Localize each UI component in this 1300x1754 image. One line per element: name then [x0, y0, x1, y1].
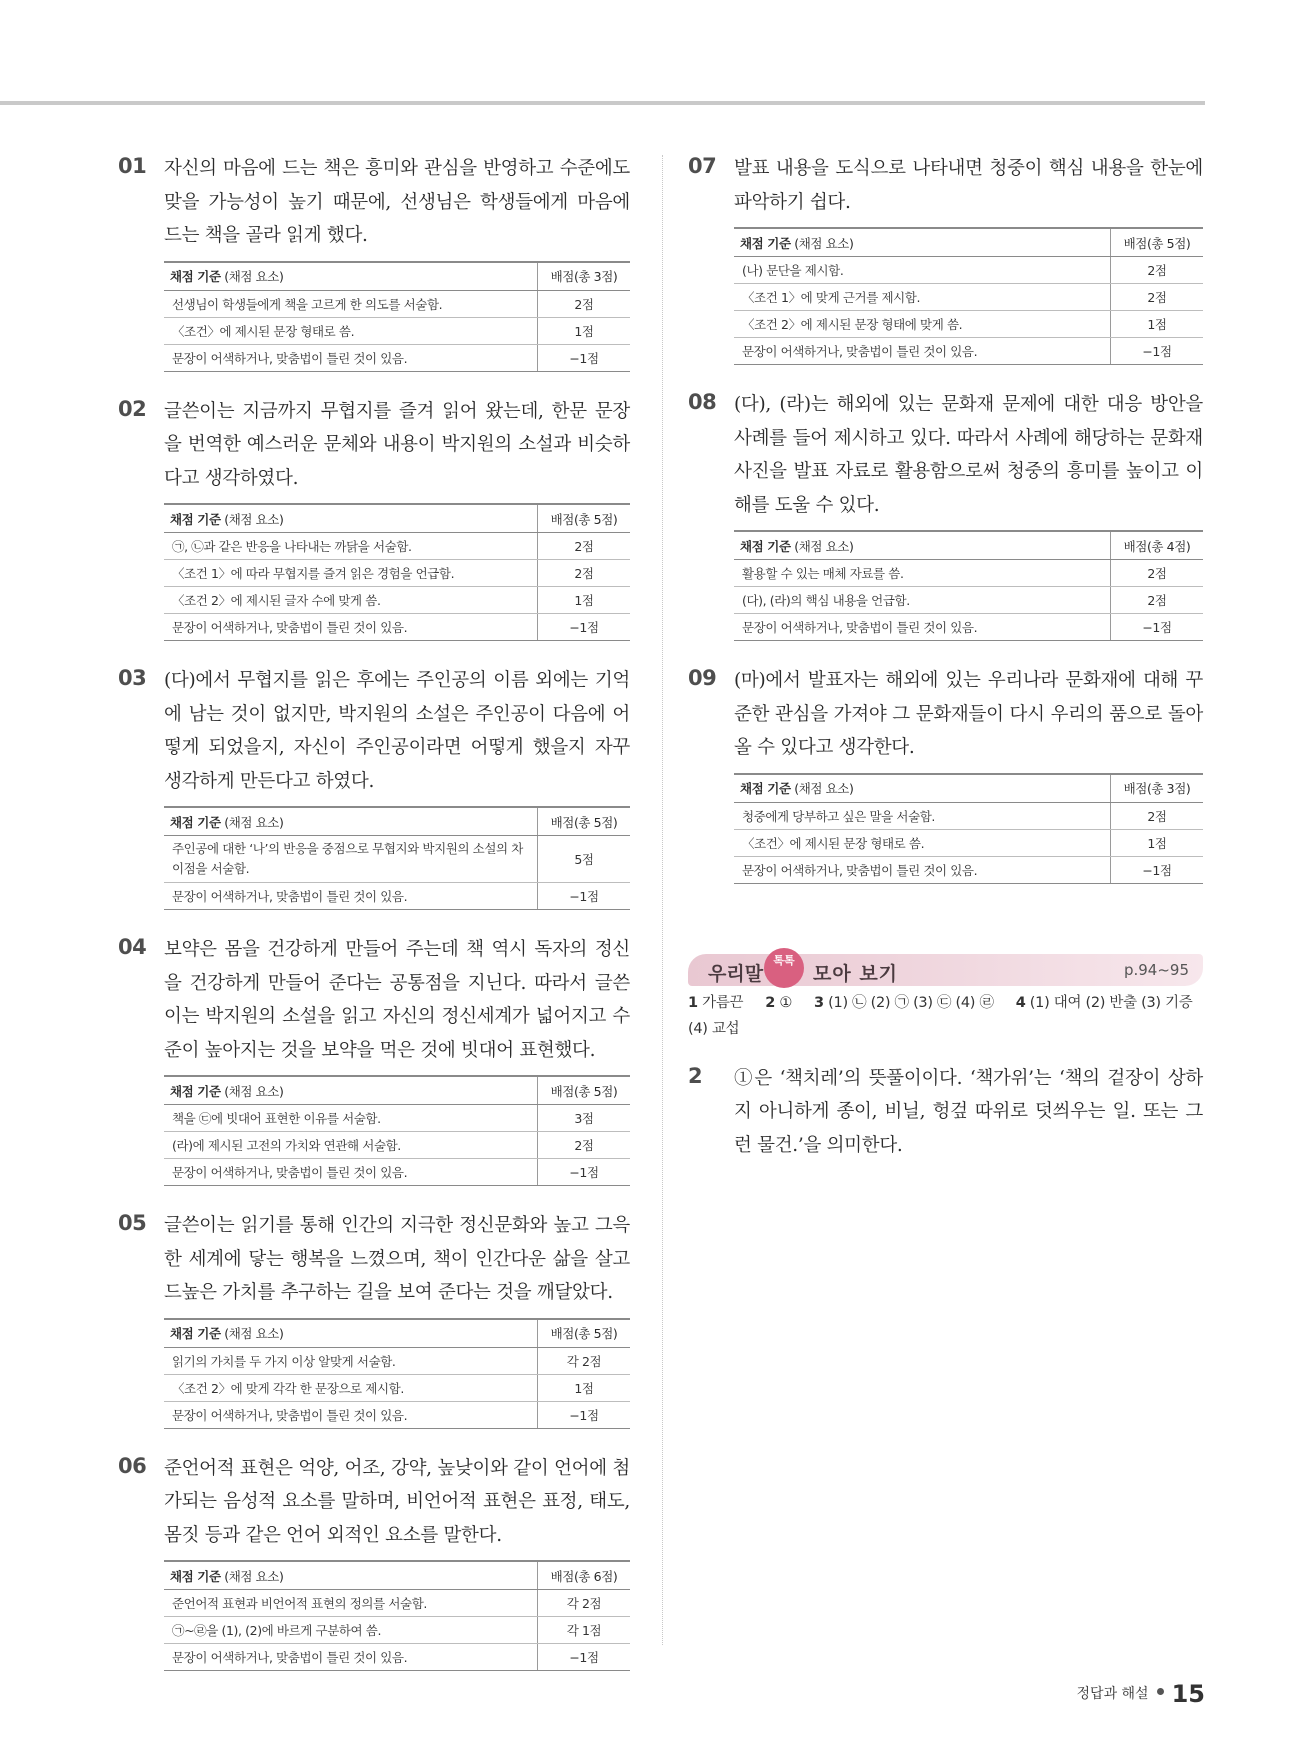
- scoring-header-label: [164, 1561, 538, 1590]
- scoring-header-label: [164, 262, 538, 291]
- scoring-header-sub: (채점 요소): [224, 511, 284, 527]
- question-number: 09: [688, 666, 717, 690]
- question-number: 02: [118, 396, 147, 421]
- scoring-row: [164, 1132, 630, 1159]
- scoring-points: −1점: [538, 614, 631, 641]
- answer-key-number: 2: [765, 994, 776, 1011]
- scoring-points: 2점: [538, 533, 631, 560]
- scoring-row: [164, 883, 630, 910]
- scoring-points: 2점: [538, 1132, 631, 1159]
- question-number: 03: [118, 666, 147, 690]
- right-column: [688, 152, 1203, 1162]
- answer-text: 준언어적 표현은 억양, 어조, 강약, 높낮이와 같이 언어에 첨가되는 음성적 요소를 말하며, 비언어적 표현은 표정, 태도, 몸짓 등과 같은 언어 외적인 요소를 말한다.: [164, 1457, 630, 1546]
- question-item: [118, 1209, 630, 1429]
- answer-key-value: (1) 대여 (2) 반출 (3) 기증 (4) 교섭: [688, 994, 1193, 1037]
- scoring-table: [734, 530, 1203, 641]
- scoring-points: 2점: [1111, 560, 1204, 587]
- scoring-header-points: 배점(총 5점): [538, 1319, 631, 1348]
- top-rule: [0, 101, 1205, 105]
- scoring-header-row: [734, 531, 1203, 560]
- scoring-criterion: 활용할 수 있는 매체 자료를 씀.: [734, 560, 1111, 587]
- question-number: 05: [118, 1211, 147, 1235]
- scoring-row: [164, 317, 630, 344]
- question-number: 04: [118, 935, 147, 959]
- answer-key-item: [814, 995, 994, 1011]
- scoring-header-sub: (채점 요소): [224, 269, 284, 284]
- answer-text: (마)에서 발표자는 해외에 있는 우리나라 문화재에 대해 꾸준한 관심을 가져야 그 문화재들이 다시 우리의 품으로 돌아올 수 있다고 생각한다.: [734, 670, 1203, 758]
- answer-text: (다), (라)는 해외에 있는 문화재 문제에 대한 대응 방안을 사례를 들어 제시하고 있다. 따라서 사례에 해당하는 문화재 사진을 발표 자료로 활용함으로써 청중의 흥미를 높이고 이해를 도울 수 있다.: [734, 394, 1203, 516]
- scoring-points: 5점: [538, 836, 631, 883]
- scoring-points: 각 2점: [538, 1347, 631, 1374]
- scoring-points: 1점: [1111, 829, 1204, 856]
- scoring-header-row: [164, 1076, 630, 1105]
- answer-text: 발표 내용을 도식으로 나타내면 청중이 핵심 내용을 한눈에 파악하기 쉽다.: [734, 158, 1203, 213]
- question-number: 06: [118, 1453, 147, 1478]
- scoring-row: [164, 344, 630, 371]
- scoring-header-label: [164, 1076, 538, 1105]
- scoring-header-label: [164, 1319, 538, 1348]
- scoring-criterion: ㉠~㉣을 (1), (2)에 바르게 구분하여 씀.: [164, 1617, 538, 1644]
- scoring-row: [164, 1159, 630, 1186]
- scoring-criterion: 문장이 어색하거나, 맞춤법이 틀린 것이 있음.: [164, 883, 538, 910]
- question-item: [118, 395, 630, 642]
- scoring-header-sub: (채점 요소): [224, 1326, 284, 1341]
- scoring-row: [734, 284, 1203, 311]
- scoring-header-title: 채점 기준: [740, 235, 791, 251]
- scoring-points: 1점: [538, 1374, 631, 1401]
- scoring-table: [164, 1560, 630, 1671]
- scoring-header-label: [164, 807, 538, 836]
- scoring-header-sub: (채점 요소): [224, 1568, 284, 1584]
- scoring-header-title: 채점 기준: [170, 1326, 221, 1341]
- scoring-criterion: 〈조건〉에 제시된 문장 형태로 씀.: [734, 829, 1111, 856]
- scoring-header-points: 배점(총 3점): [1111, 774, 1204, 803]
- scoring-points: 2점: [1111, 257, 1204, 284]
- scoring-header-title: 채점 기준: [740, 538, 791, 554]
- explanation-number: 2: [688, 1063, 703, 1088]
- answer-key-value: (1) ㉡ (2) ㉠ (3) ㉢ (4) ㉣: [828, 994, 994, 1011]
- scoring-points: −1점: [1111, 614, 1204, 641]
- scoring-header-points: 배점(총 5점): [538, 1076, 631, 1105]
- scoring-table: [734, 227, 1203, 365]
- scoring-criterion: 읽기의 가치를 두 가지 이상 알맞게 서술함.: [164, 1347, 538, 1374]
- scoring-table: [164, 1075, 630, 1186]
- answer-key-number: 3: [814, 994, 824, 1011]
- scoring-header-title: 채점 기준: [170, 814, 221, 830]
- scoring-header-row: [164, 807, 630, 836]
- answer-key: [688, 990, 1203, 1042]
- scoring-criterion: 문장이 어색하거나, 맞춤법이 틀린 것이 있음.: [164, 1401, 538, 1428]
- scoring-header-label: [734, 228, 1111, 257]
- answer-key-item: [765, 995, 792, 1011]
- scoring-table: [164, 806, 630, 910]
- scoring-header-row: [164, 1319, 630, 1348]
- scoring-row: [734, 587, 1203, 614]
- scoring-row: [734, 829, 1203, 856]
- banner-title: 우리말: [708, 962, 764, 985]
- scoring-points: 1점: [1111, 311, 1204, 338]
- scoring-points: 1점: [538, 587, 631, 614]
- scoring-row: [164, 533, 630, 560]
- scoring-header-points: 배점(총 6점): [538, 1561, 631, 1590]
- scoring-header-row: [164, 504, 630, 533]
- scoring-row: [164, 1347, 630, 1374]
- scoring-header-label: [164, 504, 538, 533]
- scoring-row: [164, 1105, 630, 1132]
- banner-pages: p.94~95: [1123, 960, 1189, 979]
- scoring-points: 각 2점: [538, 1590, 631, 1617]
- scoring-row: [164, 1617, 630, 1644]
- scoring-row: [164, 290, 630, 317]
- scoring-row: [734, 311, 1203, 338]
- scoring-criterion: 〈조건 1〉에 따라 무협지를 즐겨 읽은 경험을 언급함.: [164, 560, 538, 587]
- scoring-criterion: 문장이 어색하거나, 맞춤법이 틀린 것이 있음.: [734, 856, 1111, 883]
- scoring-criterion: 〈조건 1〉에 맞게 근거를 제시함.: [734, 284, 1111, 311]
- scoring-criterion: 준언어적 표현과 비언어적 표현의 정의를 서술함.: [164, 1590, 538, 1617]
- scoring-header-title: 채점 기준: [170, 511, 221, 527]
- scoring-row: [734, 614, 1203, 641]
- scoring-criterion: 문장이 어색하거나, 맞춤법이 틀린 것이 있음.: [164, 1159, 538, 1186]
- scoring-criterion: (라)에 제시된 고전의 가치와 연관해 서술함.: [164, 1132, 538, 1159]
- scoring-row: [734, 257, 1203, 284]
- scoring-points: 2점: [1111, 802, 1204, 829]
- banner-subtitle: 모아 보기: [813, 962, 899, 985]
- scoring-points: 2점: [538, 560, 631, 587]
- scoring-table: [164, 1318, 630, 1429]
- scoring-criterion: 〈조건〉에 제시된 문장 형태로 씀.: [164, 317, 538, 344]
- scoring-criterion: 문장이 어색하거나, 맞춤법이 틀린 것이 있음.: [164, 614, 538, 641]
- scoring-criterion: 문장이 어색하거나, 맞춤법이 틀린 것이 있음.: [734, 338, 1111, 365]
- review-banner: [688, 954, 1203, 986]
- scoring-table: [734, 773, 1203, 884]
- answer-text: (다)에서 무협지를 읽은 후에는 주인공의 이름 외에는 기억에 남는 것이 없지만, 박지원의 소설은 주인공이 다음에 어떻게 되었을지, 자신이 주인공이라면 어떻게 했을지 자꾸 생각하게 만든다고 하였다.: [164, 670, 630, 792]
- scoring-header-sub: (채점 요소): [794, 538, 854, 554]
- scoring-header-title: 채점 기준: [170, 1568, 221, 1584]
- scoring-header-title: 채점 기준: [170, 1083, 221, 1099]
- scoring-points: −1점: [538, 1159, 631, 1186]
- scoring-points: −1점: [538, 1401, 631, 1428]
- scoring-header-title: 채점 기준: [170, 269, 221, 284]
- scoring-row: [164, 1644, 630, 1671]
- scoring-header-points: 배점(총 5점): [538, 504, 631, 533]
- question-number: 08: [688, 390, 717, 414]
- question-item: [118, 1452, 630, 1672]
- scoring-row: [164, 836, 630, 883]
- scoring-row: [164, 587, 630, 614]
- answer-key-number: 4: [1015, 994, 1026, 1011]
- page-footer: [1077, 1680, 1205, 1708]
- scoring-header-points: 배점(총 5점): [538, 807, 631, 836]
- column-divider: [662, 155, 663, 1645]
- scoring-criterion: 주인공에 대한 ‘나’의 반응을 중점으로 무협지와 박지원의 소설의 차이점을 서술함.: [164, 836, 538, 883]
- scoring-criterion: 〈조건 2〉에 맞게 각각 한 문장으로 제시함.: [164, 1374, 538, 1401]
- scoring-points: 2점: [538, 290, 631, 317]
- footer-dot-icon: [1157, 1688, 1164, 1695]
- scoring-row: [734, 802, 1203, 829]
- scoring-table: [164, 261, 630, 372]
- scoring-points: 2점: [1111, 284, 1204, 311]
- answer-text: 글쓴이는 지금까지 무협지를 즐겨 읽어 왔는데, 한문 문장을 번역한 예스러운 문체와 내용이 박지원의 소설과 비슷하다고 생각하였다.: [164, 400, 630, 489]
- scoring-points: −1점: [538, 344, 631, 371]
- page-number: 15: [1171, 1680, 1205, 1708]
- scoring-header-sub: (채점 요소): [224, 814, 284, 830]
- scoring-header-points: 배점(총 3점): [538, 262, 631, 291]
- scoring-points: −1점: [1111, 856, 1204, 883]
- scoring-criterion: 청중에게 당부하고 싶은 말을 서술함.: [734, 802, 1111, 829]
- footer-label: 정답과 해설: [1076, 1686, 1149, 1702]
- scoring-criterion: (나) 문단을 제시함.: [734, 257, 1111, 284]
- scoring-criterion: 문장이 어색하거나, 맞춤법이 틀린 것이 있음.: [164, 344, 538, 371]
- scoring-header-title: 채점 기준: [740, 781, 791, 796]
- scoring-criterion: (다), (라)의 핵심 내용을 언급함.: [734, 587, 1111, 614]
- scoring-points: 2점: [1111, 587, 1204, 614]
- scoring-points: −1점: [1111, 338, 1204, 365]
- explanation-item: [688, 1062, 1203, 1163]
- scoring-points: −1점: [538, 1644, 631, 1671]
- question-item: [688, 152, 1203, 365]
- scoring-header-row: [734, 774, 1203, 803]
- scoring-criterion: 문장이 어색하거나, 맞춤법이 틀린 것이 있음.: [164, 1644, 538, 1671]
- answer-key-number: 1: [688, 994, 698, 1011]
- answer-text: 자신의 마음에 드는 책은 흥미와 관심을 반영하고 수준에도 맞을 가능성이 높기 때문에, 선생님은 학생들에게 마음에 드는 책을 골라 읽게 했다.: [164, 158, 630, 246]
- scoring-row: [734, 560, 1203, 587]
- answer-key-item: [688, 995, 743, 1011]
- question-item: [688, 664, 1203, 884]
- question-item: [118, 933, 630, 1186]
- scoring-criterion: 선생님이 학생들에게 책을 고르게 한 의도를 서술함.: [164, 290, 538, 317]
- scoring-points: 각 1점: [538, 1617, 631, 1644]
- scoring-table: [164, 503, 630, 641]
- scoring-header-points: 배점(총 5점): [1111, 228, 1204, 257]
- explanation-text: ①은 ‘책치레’의 뜻풀이이다. ‘책가위’는 ‘책의 겉장이 상하지 아니하게 종이, 비닐, 헝겊 따위로 덧씌우는 일. 또는 그런 물건.’을 의미한다.: [734, 1067, 1203, 1156]
- scoring-header-sub: (채점 요소): [224, 1083, 284, 1099]
- scoring-header-sub: (채점 요소): [794, 781, 854, 796]
- answer-text: 글쓴이는 읽기를 통해 인간의 지극한 정신문화와 높고 그윽한 세계에 닿는 행복을 느꼈으며, 책이 인간다운 삶을 살고 드높은 가치를 추구하는 길을 보여 준다는 것을 깨달았다.: [164, 1215, 630, 1303]
- question-item: [118, 664, 630, 910]
- left-column: [118, 152, 630, 1671]
- scoring-points: 3점: [538, 1105, 631, 1132]
- scoring-row: [164, 1374, 630, 1401]
- scoring-criterion: 〈조건 2〉에 제시된 문장 형태에 맞게 씀.: [734, 311, 1111, 338]
- scoring-row: [734, 338, 1203, 365]
- scoring-criterion: 〈조건 2〉에 제시된 글자 수에 맞게 씀.: [164, 587, 538, 614]
- scoring-row: [164, 1401, 630, 1428]
- scoring-row: [164, 614, 630, 641]
- scoring-header-label: [734, 774, 1111, 803]
- scoring-points: 1점: [538, 317, 631, 344]
- scoring-header-points: 배점(총 4점): [1111, 531, 1204, 560]
- answer-key-value: 가름끈: [702, 994, 744, 1011]
- scoring-criterion: ㉠, ㉡과 같은 반응을 나타내는 까닭을 서술함.: [164, 533, 538, 560]
- scoring-row: [164, 560, 630, 587]
- scoring-row: [734, 856, 1203, 883]
- scoring-row: [164, 1590, 630, 1617]
- speech-bubble-icon: 톡톡: [764, 948, 804, 988]
- scoring-header-label: [734, 531, 1111, 560]
- scoring-points: −1점: [538, 883, 631, 910]
- answer-key-value: ①: [779, 994, 793, 1011]
- question-item: [688, 388, 1203, 641]
- question-number: 07: [688, 154, 717, 178]
- answer-text: 보약은 몸을 건강하게 만들어 주는데 책 역시 독자의 정신을 건강하게 만들어 준다는 공통점을 지닌다. 따라서 글쓴이는 박지원의 소설을 읽고 자신의 정신세계가 넓어지고 수준이 높아지는 것을 보약을 먹은 것에 빗대어 표현했다.: [164, 939, 630, 1061]
- scoring-header-row: [164, 1561, 630, 1590]
- question-item: [118, 152, 630, 372]
- scoring-criterion: 책을 ㉢에 빗대어 표현한 이유를 서술함.: [164, 1105, 538, 1132]
- scoring-criterion: 문장이 어색하거나, 맞춤법이 틀린 것이 있음.: [734, 614, 1111, 641]
- question-number: 01: [118, 154, 147, 178]
- scoring-header-row: [164, 262, 630, 291]
- scoring-header-row: [734, 228, 1203, 257]
- scoring-header-sub: (채점 요소): [794, 235, 854, 251]
